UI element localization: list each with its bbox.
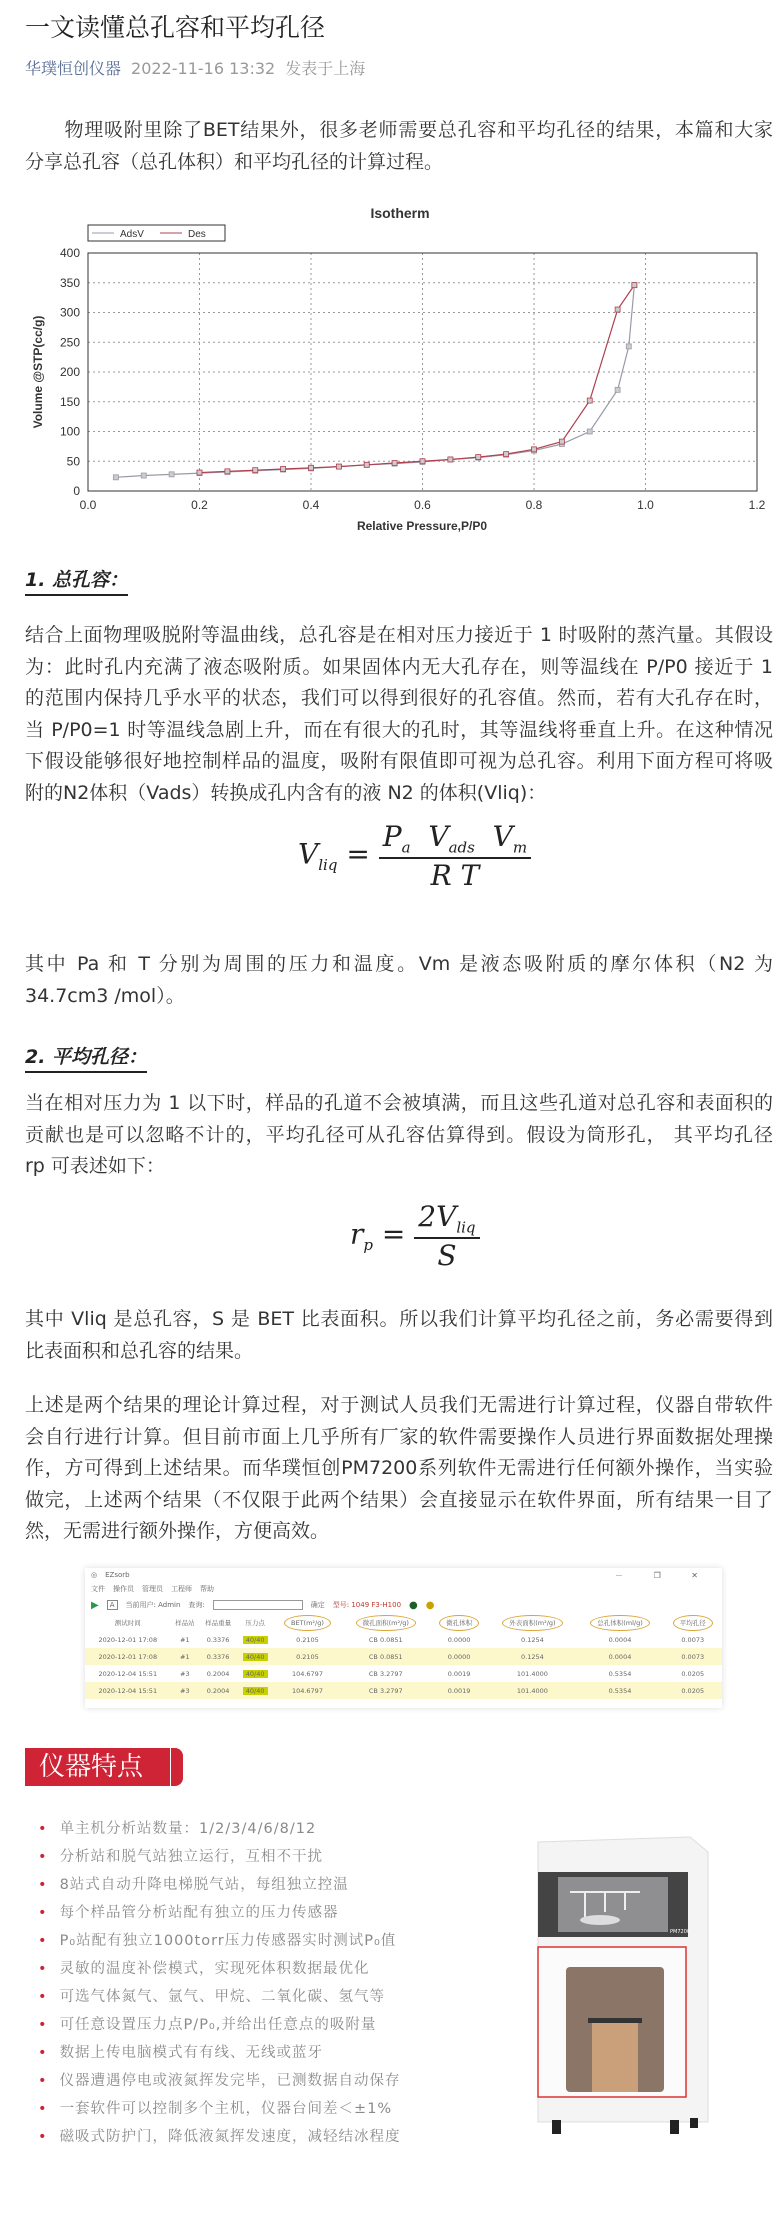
feature-text: 可任意设置压力点P/P₀,并给出任意点的吸附量 xyxy=(59,2017,377,2033)
x-tick-label: 0.4 xyxy=(302,498,320,512)
table-cell xyxy=(273,1682,342,1699)
series-line-adsv xyxy=(116,285,634,477)
publish-location: 发表于上海 xyxy=(285,59,366,78)
table-cell xyxy=(273,1665,342,1682)
formula-lhs-sub: liq xyxy=(318,855,338,874)
bullet-icon: • xyxy=(38,1933,48,1949)
series-line-des xyxy=(200,285,635,472)
cell-value: 0.0073 xyxy=(681,1652,705,1661)
cell-value: 2020-12-04 15:51 xyxy=(98,1686,158,1695)
table-cell xyxy=(576,1682,663,1699)
formula-numerator: 2V xyxy=(418,1200,457,1233)
results-table xyxy=(85,1614,722,1699)
formula-n1: P xyxy=(382,820,402,853)
bullet-icon: • xyxy=(38,1821,48,1837)
menu-item: 工程师 xyxy=(171,1585,192,1593)
table-row xyxy=(85,1648,722,1665)
table-cell xyxy=(199,1631,237,1648)
feature-text: P₀站配有独立1000torr压力传感器实时测试P₀值 xyxy=(59,1933,397,1949)
formula-vliq xyxy=(298,820,531,892)
feature-text: 可选气体氮气、氩气、甲烷、二氧化碳、氢气等 xyxy=(59,1989,386,2005)
paragraph-line: 其中 Vliq 是总孔容，S 是 BET 比表面积。所以我们计算平均孔径之前，务必需要得到 xyxy=(25,1308,773,1330)
data-point xyxy=(364,462,369,467)
intro-paragraph xyxy=(25,115,773,178)
table-cell xyxy=(342,1631,430,1648)
formula-lhs-sub: p xyxy=(363,1235,373,1254)
table-cell xyxy=(273,1631,342,1648)
paragraph-line: 上述是两个结果的理论计算过程，对于测试人员我们无需进行计算过程，仪器自带软件 xyxy=(25,1394,773,1416)
cell-value: 104.6797 xyxy=(291,1686,323,1695)
software-screenshot xyxy=(85,1568,722,1708)
bullet-icon: • xyxy=(38,1905,48,1921)
feature-item xyxy=(38,1871,401,1899)
cell-value: #1 xyxy=(180,1652,190,1661)
column-header-label: 微孔面积(m²/g) xyxy=(356,1615,416,1631)
cell-value: 0.0000 xyxy=(447,1635,471,1644)
menu-item: 帮助 xyxy=(200,1585,214,1593)
section1-paragraph xyxy=(25,620,773,809)
publish-date: 2022-11-16 13:32 xyxy=(131,59,276,78)
table-cell xyxy=(199,1648,237,1665)
formula-eq: = xyxy=(346,837,370,871)
table-cell xyxy=(576,1631,663,1648)
paragraph-line: 物理吸附里除了BET结果外，很多老师需要总孔容和平均孔径的结果，本篇和大家 xyxy=(25,119,773,141)
data-point xyxy=(253,468,258,473)
table-cell xyxy=(237,1631,273,1648)
feature-item xyxy=(38,2095,401,2123)
query-input xyxy=(213,1600,303,1610)
paragraph-line: 分享总孔容（总孔体积）和平均孔径的计算过程。 xyxy=(25,150,444,173)
section2-heading: 2. 平均孔径： xyxy=(25,1042,147,1073)
column-header-label: 外表面积(m²/g) xyxy=(502,1615,562,1631)
feature-text: 分析站和脱气站独立运行，互相不干扰 xyxy=(59,1849,324,1865)
table-cell xyxy=(430,1631,488,1648)
y-tick-label: 150 xyxy=(59,394,80,409)
data-point xyxy=(448,457,453,462)
formula-n2-sub: ads xyxy=(448,838,475,857)
software-titlebar xyxy=(85,1568,722,1582)
feature-item xyxy=(38,1843,401,1871)
cell-value: CB 3.2797 xyxy=(368,1669,403,1678)
cell-value: 0.3376 xyxy=(206,1652,230,1661)
feature-item xyxy=(38,1899,401,1927)
bullet-icon: • xyxy=(38,2073,48,2089)
paragraph-line: 当在相对压力为 1 以下时，样品的孔道不会被填满，而且这些孔道对总孔容和表面积的 xyxy=(25,1092,773,1114)
section1-heading: 1. 总孔容： xyxy=(25,565,128,596)
feature-text: 磁吸式防护门，降低液氮挥发速度，减轻结冰程度 xyxy=(59,2129,401,2145)
menu-item: 管理员 xyxy=(142,1585,163,1593)
current-user: 当前用户: Admin xyxy=(125,1601,181,1609)
table-cell xyxy=(85,1648,171,1665)
data-point xyxy=(476,455,481,460)
features-title: 仪器特点 xyxy=(39,1752,144,1782)
table-cell xyxy=(237,1682,273,1699)
paragraph-line: 其中 Pa 和 T 分别为周围的压力和温度。Vm 是液态吸附质的摩尔体积（N2 为 xyxy=(25,953,773,975)
feature-text: 灵敏的温度补偿模式，实现死体积数据最优化 xyxy=(59,1961,370,1977)
data-point xyxy=(420,459,425,464)
column-header xyxy=(576,1614,663,1631)
x-tick-label: 1.2 xyxy=(748,498,766,512)
cell-value: 0.0004 xyxy=(608,1635,632,1644)
table-cell xyxy=(342,1648,430,1665)
table-cell xyxy=(342,1682,430,1699)
x-tick-label: 1.0 xyxy=(637,498,654,512)
column-header-label: 压力点 xyxy=(245,1619,265,1627)
column-header xyxy=(237,1614,273,1631)
bullet-icon: • xyxy=(38,1849,48,1865)
feature-item xyxy=(38,2011,401,2039)
section2-paragraph xyxy=(25,1088,773,1183)
data-point xyxy=(197,470,202,475)
table-row xyxy=(85,1631,722,1648)
table-cell xyxy=(576,1665,663,1682)
features-banner xyxy=(25,1748,183,1786)
table-cell xyxy=(488,1648,576,1665)
cell-value: #1 xyxy=(180,1635,190,1644)
x-tick-label: 0.2 xyxy=(191,498,208,512)
data-point xyxy=(632,283,637,288)
cell-value: CB 0.0851 xyxy=(368,1652,403,1661)
paragraph-line: 结合上面物理吸脱附等温曲线，总孔容是在相对压力接近于 1 时吸附的蒸汽量。其假设 xyxy=(25,624,773,646)
formula-eq: = xyxy=(381,1217,406,1251)
cell-value: 2020-12-01 17:08 xyxy=(98,1652,158,1661)
column-header xyxy=(273,1614,342,1631)
cell-value: 0.0073 xyxy=(681,1635,705,1644)
formula-denominator: R T xyxy=(430,858,480,892)
paragraph-line: 34.7cm3 /mol）。 xyxy=(25,984,185,1007)
data-point xyxy=(587,429,592,434)
feature-text: 仪器遭遇停电或液氮挥发完毕，已测数据自动保存 xyxy=(59,2073,401,2089)
column-header xyxy=(342,1614,430,1631)
table-cell xyxy=(171,1682,199,1699)
cell-value: 0.1254 xyxy=(521,1652,544,1661)
table-cell xyxy=(430,1648,488,1665)
cell-value: 2020-12-01 17:08 xyxy=(98,1635,158,1644)
table-cell xyxy=(576,1648,663,1665)
paragraph-line: 做完，上述两个结果（不仅限于此两个结果）会直接显示在软件界面，所有结果一目了 xyxy=(25,1488,773,1511)
data-point xyxy=(532,447,537,452)
table-row xyxy=(85,1682,722,1699)
cell-value: #3 xyxy=(180,1669,190,1678)
paragraph-line: 作，方可得到上述结果。而华璞恒创PM7200系列软件无需进行任何额外操作，当实验 xyxy=(25,1457,773,1479)
table-cell xyxy=(488,1665,576,1682)
paragraph-line: 附的N2体积（Vads）转换成孔内含有的液 N2 的体积(Vliq)： xyxy=(25,781,547,804)
cell-value: 0.5354 xyxy=(608,1686,632,1695)
formula-n2: V xyxy=(428,820,449,853)
table-row xyxy=(85,1665,722,1682)
y-tick-label: 100 xyxy=(59,424,80,439)
feature-item xyxy=(38,1927,401,1955)
table-cell xyxy=(663,1682,722,1699)
y-tick-label: 50 xyxy=(66,454,80,469)
column-header-label: 测试时间 xyxy=(114,1619,141,1627)
y-tick-label: 200 xyxy=(59,365,80,379)
paragraph-line: 会自行进行计算。但目前市面上几乎所有厂家的软件需要操作人员进行界面数据处理操 xyxy=(25,1425,773,1448)
instrument-model-label: PM7200 xyxy=(670,1929,691,1935)
isotherm-chart xyxy=(0,200,780,545)
formula-n3-sub: m xyxy=(512,838,528,857)
data-point xyxy=(309,465,314,470)
data-point xyxy=(281,466,286,471)
author-link[interactable]: 华璞恒创仪器 xyxy=(25,59,122,78)
cell-value: 0.0205 xyxy=(681,1669,705,1678)
feature-item xyxy=(38,2039,401,2067)
x-tick-label: 0.8 xyxy=(525,498,543,512)
y-tick-label: 250 xyxy=(59,335,80,350)
cell-value: 0.1254 xyxy=(521,1635,544,1644)
table-cell xyxy=(237,1648,273,1665)
data-point xyxy=(559,439,564,444)
chart-title: Isotherm xyxy=(370,205,430,221)
table-cell xyxy=(85,1631,171,1648)
paragraph-line: 当 P/P0=1 时等温线急剧上升，而在有很大的孔时，其等温线将垂直上升。在这种情况 xyxy=(25,718,773,741)
instrument-image xyxy=(530,1822,715,2152)
query-label: 查询: xyxy=(188,1601,205,1609)
ok-button: 确定 xyxy=(310,1601,325,1609)
column-header-label: 微孔体积 xyxy=(439,1615,479,1631)
table-cell xyxy=(488,1682,576,1699)
cell-value: 0.0019 xyxy=(447,1669,471,1678)
paragraph-line: 的范围内保持几乎水平的状态，我们可以得到很好的孔容值。然而，若有大孔存在时， xyxy=(25,687,773,709)
bullet-icon: • xyxy=(38,2045,48,2061)
legend-label: Des xyxy=(188,229,206,240)
formula-rp xyxy=(350,1200,480,1272)
download-icon: ● xyxy=(425,1599,435,1611)
data-point xyxy=(169,472,174,477)
table-cell xyxy=(171,1665,199,1682)
features-list xyxy=(38,1815,401,2151)
cell-value: 104.6797 xyxy=(291,1669,323,1678)
feature-item xyxy=(38,2067,401,2095)
data-point xyxy=(225,469,230,474)
cell-value: 0.0019 xyxy=(447,1686,471,1695)
paragraph-line: 贡献也是可以忽略不计的，平均孔径可从孔容估算得到。假设为筒形孔， 其平均孔径 xyxy=(25,1123,773,1146)
bullet-icon: • xyxy=(38,1989,48,2005)
column-header-label: 总孔体积(ml/g) xyxy=(590,1615,650,1631)
column-header-label: 平均孔径 xyxy=(673,1615,713,1631)
cell-value: 0.0004 xyxy=(608,1652,632,1661)
cell-value: 0.2105 xyxy=(296,1652,319,1661)
table-cell xyxy=(85,1682,171,1699)
feature-text: 一套软件可以控制多个主机，仪器台间差＜±1% xyxy=(59,2101,393,2117)
table-cell xyxy=(199,1682,237,1699)
menu-item: 操作员 xyxy=(113,1585,134,1593)
software-toolbar xyxy=(85,1596,722,1614)
paragraph-line: 为：此时孔内充满了液态吸附质。如果固体内无大孔存在，则等温线在 P/P0 接近于 1 xyxy=(25,655,773,678)
data-point xyxy=(615,307,620,312)
legend-label: AdsV xyxy=(120,229,144,240)
x-tick-label: 0.6 xyxy=(414,498,431,512)
x-tick-label: 0.0 xyxy=(79,498,97,512)
table-cell xyxy=(237,1665,273,1682)
cell-value: 2020-12-04 15:51 xyxy=(98,1669,158,1678)
cell-value: 101.4000 xyxy=(516,1686,548,1695)
app-icon: ◎ xyxy=(91,1571,98,1579)
cell-value: 40/40 xyxy=(243,1687,268,1695)
data-point xyxy=(504,452,509,457)
table-cell xyxy=(199,1665,237,1682)
play-icon: ▶ xyxy=(91,1599,99,1611)
y-axis-label: Volume @STP(cc/g) xyxy=(31,315,45,429)
window-controls: － ❐ ✕ xyxy=(615,1571,712,1580)
table-cell xyxy=(171,1631,199,1648)
section1-paragraph2 xyxy=(25,949,773,1012)
column-header xyxy=(85,1614,171,1631)
column-header xyxy=(663,1614,722,1631)
formula-n3: V xyxy=(492,820,513,853)
table-cell xyxy=(663,1631,722,1648)
cell-value: 101.4000 xyxy=(516,1669,548,1678)
cell-value: 40/40 xyxy=(243,1636,268,1644)
section2-paragraph3 xyxy=(25,1390,773,1548)
table-cell xyxy=(85,1665,171,1682)
feature-text: 单主机分析站数量：1/2/3/4/6/8/12 xyxy=(59,1821,317,1837)
table-cell xyxy=(663,1648,722,1665)
feature-item xyxy=(38,1983,401,2011)
feature-item xyxy=(38,1815,401,1843)
formula-num-sub: liq xyxy=(456,1218,476,1237)
formula-lhs: V xyxy=(298,837,319,871)
cell-value: 0.5354 xyxy=(608,1669,632,1678)
bullet-icon: • xyxy=(38,1877,48,1893)
formula-lhs: r xyxy=(350,1217,364,1251)
banner-notch xyxy=(170,1748,171,1786)
cell-value: 40/40 xyxy=(243,1670,268,1678)
cell-value: 0.2105 xyxy=(296,1635,319,1644)
cell-value: #3 xyxy=(180,1686,190,1695)
data-point xyxy=(615,387,620,392)
formula-denominator: S xyxy=(437,1238,457,1272)
section2-paragraph2 xyxy=(25,1304,773,1367)
y-tick-label: 400 xyxy=(59,246,80,260)
cell-value: 0.3376 xyxy=(206,1635,230,1644)
feature-text: 每个样品管分析站配有独立的压力传感器 xyxy=(59,1905,339,1921)
paragraph-line: 比表面积和总孔容的结果。 xyxy=(25,1339,254,1362)
table-cell xyxy=(663,1665,722,1682)
table-cell xyxy=(488,1631,576,1648)
cell-value: 0.2004 xyxy=(206,1686,230,1695)
data-point xyxy=(336,464,341,469)
feature-item xyxy=(38,1955,401,1983)
model-label: 型号: 1049 F3-H100 xyxy=(332,1601,402,1609)
paragraph-line: rp 可表述如下： xyxy=(25,1155,165,1177)
column-header xyxy=(430,1614,488,1631)
cell-value: 40/40 xyxy=(243,1653,268,1661)
feature-text: 数据上传电脑模式有有线、无线或蓝牙 xyxy=(59,2045,324,2061)
article-title: 一文读懂总孔容和平均孔径 xyxy=(25,13,326,42)
y-tick-label: 350 xyxy=(59,275,80,290)
column-header xyxy=(199,1614,237,1631)
data-point xyxy=(392,461,397,466)
data-point xyxy=(587,398,592,403)
table-cell xyxy=(342,1665,430,1682)
app-title: EZsorb xyxy=(105,1571,130,1579)
article-meta xyxy=(25,56,365,79)
cell-value: 0.0000 xyxy=(447,1652,471,1661)
paragraph-line: 下假设能够很好地控制样品的温度，吸附有限值即可视为总孔容。利用下面方程可将吸 xyxy=(25,750,773,772)
column-header-label: BET(m²/g) xyxy=(284,1615,331,1631)
x-axis-label: Relative Pressure,P/P0 xyxy=(356,519,488,533)
formula-n1-sub: a xyxy=(401,838,411,857)
column-header-label: 样品站 xyxy=(175,1619,195,1627)
paragraph-line: 然，无需进行额外操作，方便高效。 xyxy=(25,1520,330,1542)
table-cell xyxy=(273,1648,342,1665)
data-point xyxy=(141,473,146,478)
y-tick-label: 300 xyxy=(59,305,80,320)
bullet-icon: • xyxy=(38,1961,48,1977)
column-header-label: 样品重量 xyxy=(205,1619,232,1627)
data-point xyxy=(626,344,631,349)
bullet-icon: • xyxy=(38,2017,48,2033)
cell-value: CB 0.0851 xyxy=(368,1635,403,1644)
table-cell xyxy=(171,1648,199,1665)
feature-text: 8站式自动升降电梯脱气站，每组独立控温 xyxy=(59,1877,349,1893)
upload-icon: ● xyxy=(409,1599,418,1611)
cell-value: 0.0205 xyxy=(681,1686,705,1695)
table-cell xyxy=(430,1665,488,1682)
column-header xyxy=(488,1614,576,1631)
software-menubar xyxy=(85,1582,722,1596)
y-tick-label: 0 xyxy=(73,484,80,498)
menu-item: 文件 xyxy=(91,1585,105,1593)
cell-value: 0.2004 xyxy=(206,1669,230,1678)
column-header xyxy=(171,1614,199,1631)
bullet-icon: • xyxy=(38,2101,48,2117)
table-cell xyxy=(430,1682,488,1699)
report-icon: A xyxy=(107,1600,118,1610)
feature-item xyxy=(38,2123,401,2151)
bullet-icon: • xyxy=(38,2129,48,2145)
cell-value: CB 3.2797 xyxy=(368,1686,403,1695)
data-point xyxy=(113,475,118,480)
